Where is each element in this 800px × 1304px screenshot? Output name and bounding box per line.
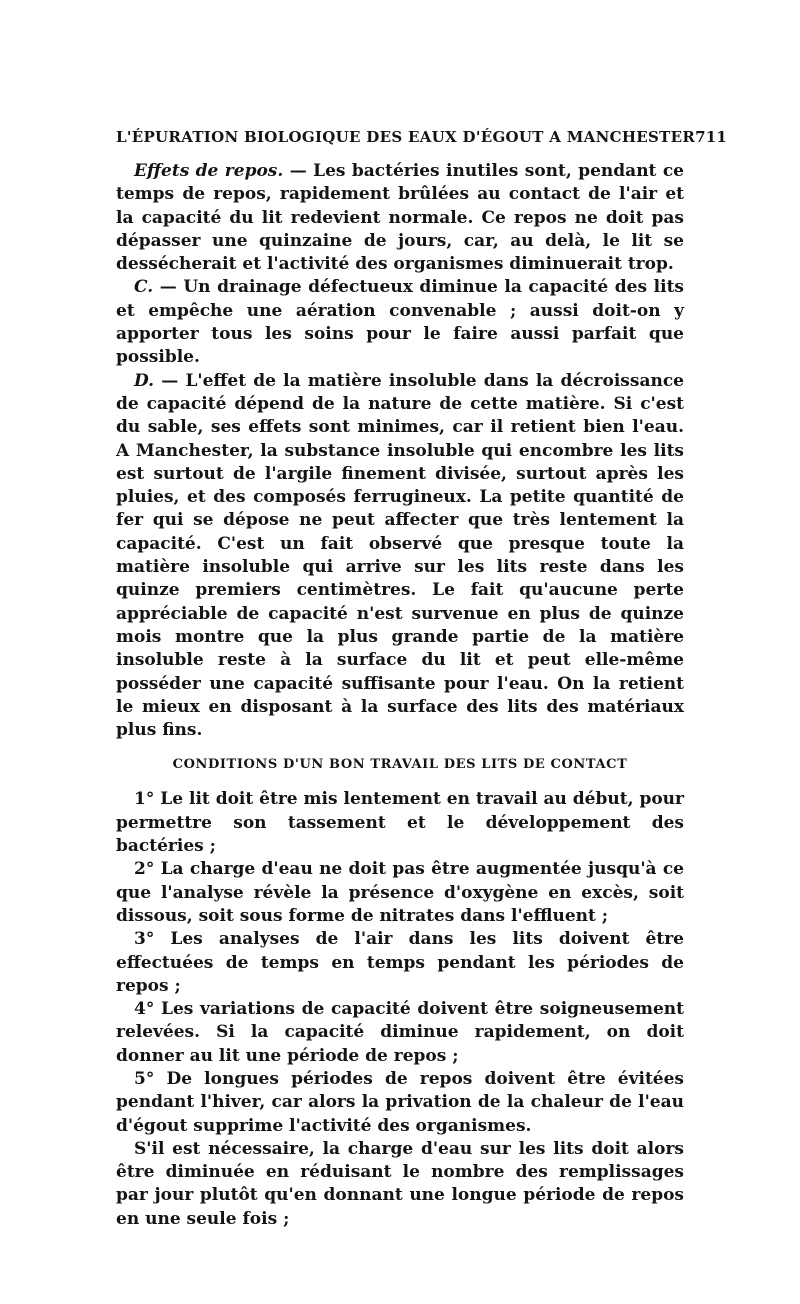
paragraph-lead: Effets de repos. <box>134 161 284 181</box>
running-title: L'ÉPURATION BIOLOGIQUE DES EAUX D'ÉGOUT A MANCHESTER <box>116 128 696 146</box>
paragraph-effets-de-repos <box>116 160 684 276</box>
paragraph-c <box>116 276 684 369</box>
section-heading: CONDITIONS D'UN BON TRAVAIL DES LITS DE CONTACT <box>172 757 628 773</box>
condition-item: 2° La charge d'eau ne doit pas être augmentée jusqu'à ce que l'analyse révèle la présence d'oxygène en excès, soit dissous, soit sous forme de nitrates dans l'effluent ; <box>116 859 684 926</box>
condition-item: 1° Le lit doit être mis lentement en travail au début, pour permettre son tassement et le développement des bactéries ; <box>116 789 684 857</box>
paragraph-text: — L'effet de la matière insoluble dans la décroissance de capacité dépend de la nature de cette matière. Si c'est du sable, ses effets sont minimes, car il retient bien l'eau. A Manchester, la substance insoluble qui encombre les lits est surtout de l'argile finement divisée, surtout après les pluies, et des composés ferrugineux. La petite quantité de fer qui se dépose ne peut affecter que très lentement la capacité. C'est un fait observé que presque toute la matière insoluble qui arrive sur les lits reste dans les quinze premiers centimètres. Le fait qu'aucune perte appréciable de capacité n'est survenue en plus de quinze mois montre que la plus grande partie de la matière insoluble reste à la surface du lit et peut elle-même posséder une capacité suffisante pour l'eau. On la retient le mieux en disposant à la surface des lits des matériaux plus fins. <box>116 370 684 741</box>
book-page <box>116 128 728 1231</box>
condition-item: 4° Les variations de capacité doivent être soigneusement relevées. Si la capacité diminue rapidement, on doit donner au lit une période de repos ; <box>116 999 684 1066</box>
condition-item: 5° De longues périodes de repos doivent être évitées pendant l'hiver, car alors la privation de la chaleur de l'eau d'égout supprime l'activité des organismes. <box>116 1068 684 1136</box>
page-number: 711 <box>695 128 728 146</box>
running-header <box>116 128 728 156</box>
condition-item: 3° Les analyses de l'air dans les lits doivent être effectuées de temps en temps pendant les périodes de repos ; <box>116 929 684 996</box>
paragraph-text: — Les bactéries inutiles sont, pendant ce temps de repos, rapidement brûlées au contact de l'air et la capacité du lit redevient normale. Ce repos ne doit pas dépasser une quinzaine de jours, car, au delà, le lit se dessécherait et l'activité des organismes diminuerait trop. <box>116 161 684 275</box>
paragraph-lead: C. <box>134 277 154 298</box>
paragraph-lead: D. <box>134 370 155 391</box>
closing-paragraph: S'il est nécessaire, la charge d'eau sur les lits doit alors être diminuée en réduisant le nombre des remplissages par jour plutôt qu'en donnant une longue période de repos en une seule fois ; <box>116 1138 684 1229</box>
paragraph-text: — Un drainage défectueux diminue la capacité des lits et empêche une aération convenable ; aussi doit-on y apporter tous les soins pour le faire aussi parfait que possible. <box>116 277 684 368</box>
paragraph-d <box>116 370 684 743</box>
